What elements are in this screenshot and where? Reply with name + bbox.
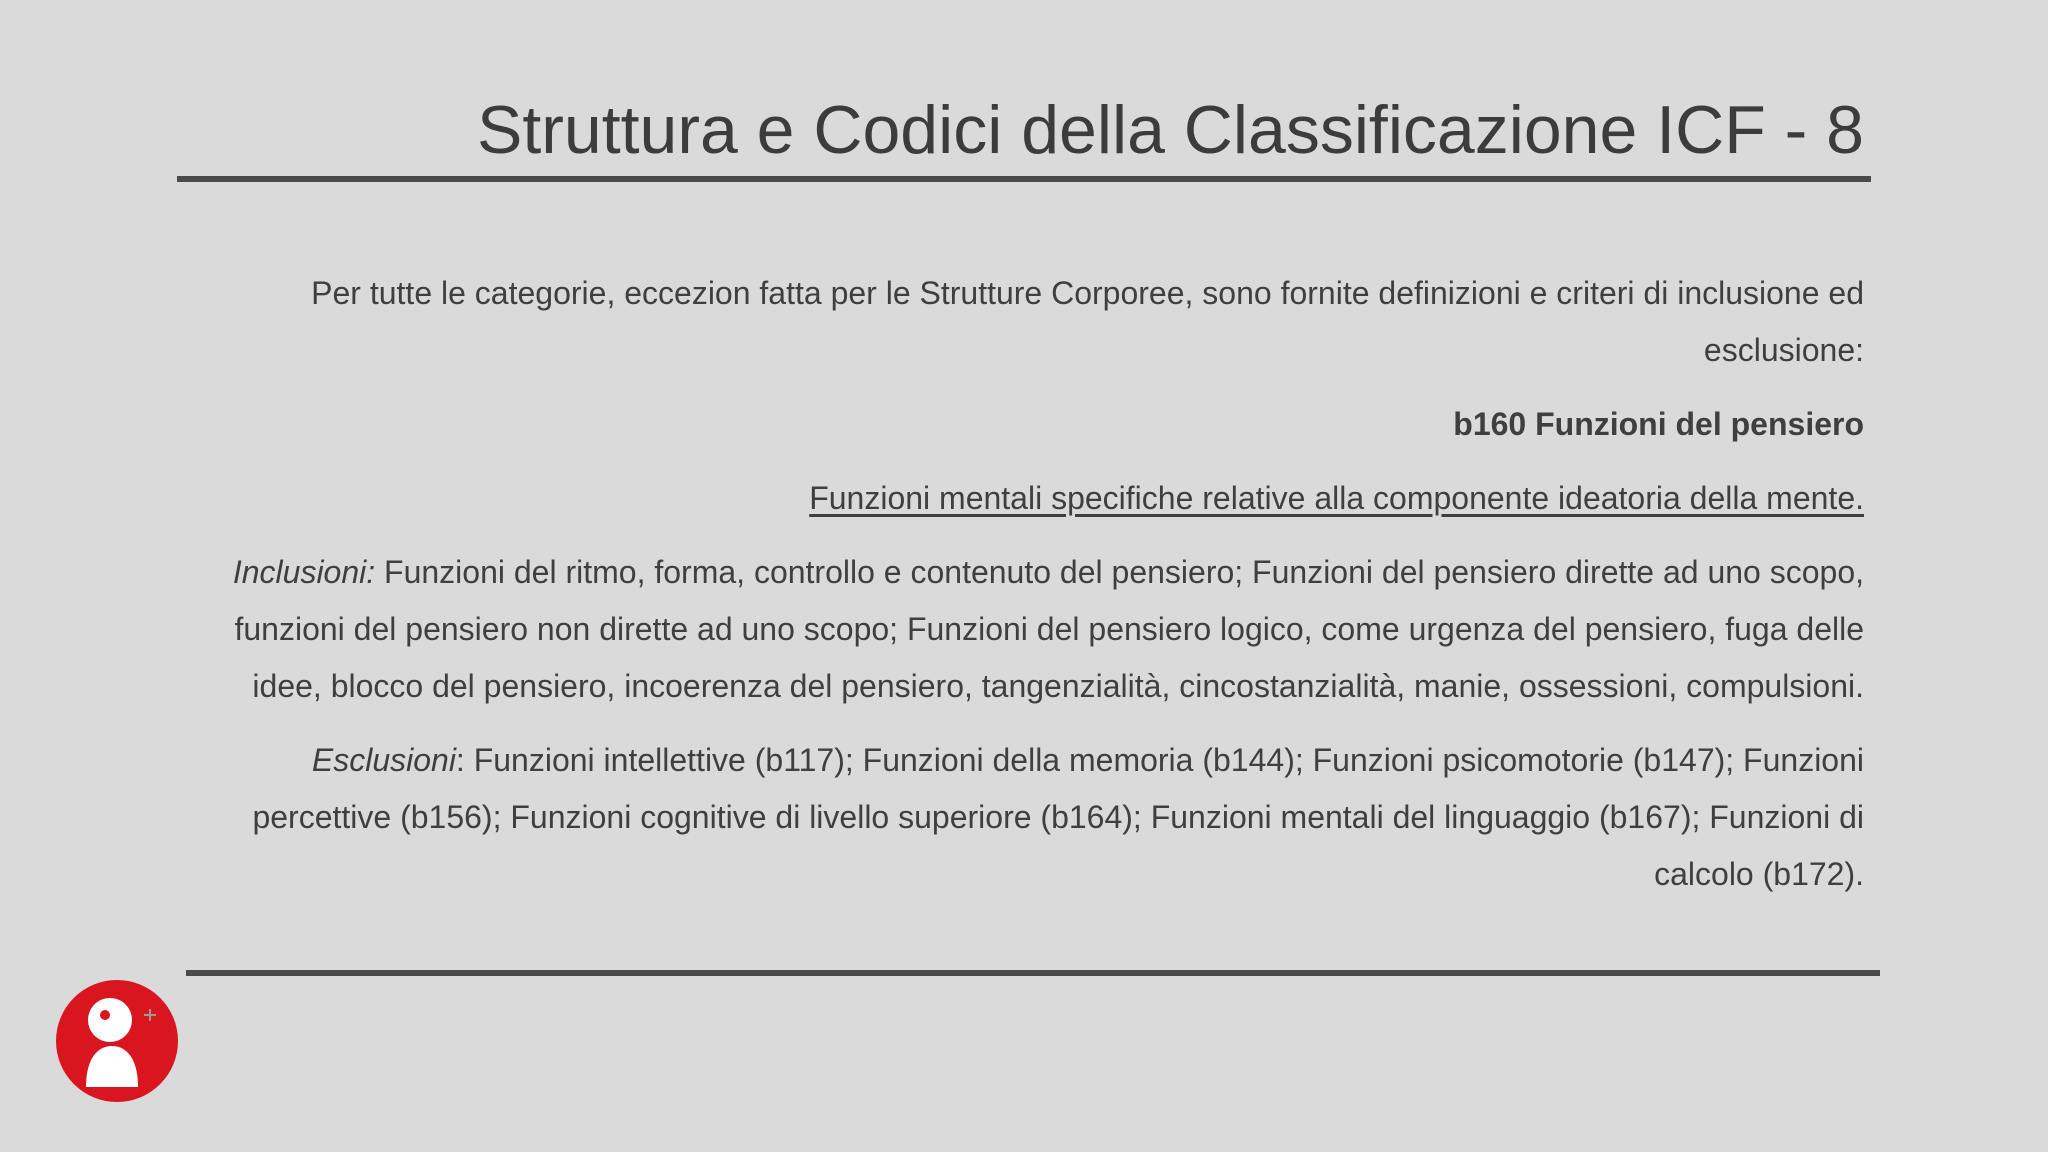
user-plus-icon[interactable]	[56, 980, 178, 1102]
title-divider	[177, 176, 1871, 182]
intro-paragraph: Per tutte le categorie, eccezion fatta per le Strutture Corporee, sono fornite definizioni e criteri di inclusione ed esclusione:	[311, 275, 1864, 368]
exclusions-paragraph	[200, 732, 1864, 903]
slide-title: Struttura e Codici della Classificazione ICF - 8	[477, 92, 1864, 168]
slide-content	[200, 265, 1864, 920]
content-divider	[186, 970, 1880, 976]
category-heading: b160 Funzioni del pensiero	[1453, 406, 1864, 442]
exclusions-label: Esclusioni	[311, 742, 456, 778]
inclusions-paragraph	[200, 544, 1864, 715]
definition-text: Funzioni mentali specifiche relative alla componente ideatoria della mente.	[809, 480, 1864, 516]
inclusions-text: Funzioni del ritmo, forma, controllo e contenuto del pensiero; Funzioni del pensiero dirette ad uno scopo, funzioni del pensiero non dirette ad uno scopo; Funzioni del pensiero logico, come urgenza del pensiero, fuga delle idee, blocco del pensiero, incoerenza del pensiero, tangenzialità, cincostanzialità, manie, ossessioni, compulsioni.	[234, 554, 1864, 704]
definition-paragraph	[200, 470, 1864, 527]
exclusions-text: : Funzioni intellettive (b117); Funzioni della memoria (b144); Funzioni psicomotorie (b147); Funzioni percettive (b156); Funzioni cognitive di livello superiore (b164); Funzioni mentali del linguaggio (b167); Funzioni di calcolo (b172).	[252, 742, 1864, 892]
user-plus-icon-graphic	[56, 980, 178, 1102]
inclusions-label: Inclusioni:	[232, 554, 376, 590]
